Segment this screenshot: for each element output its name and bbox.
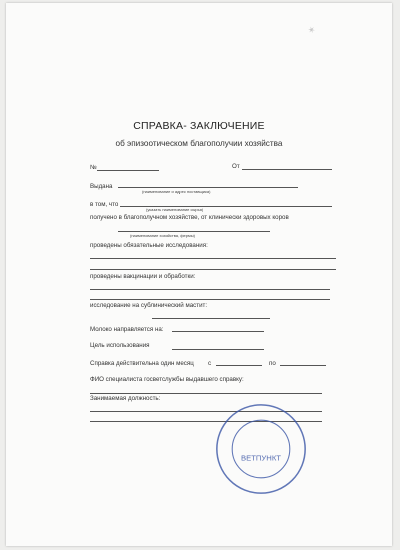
issued-label: Выдана (90, 183, 113, 190)
validity-label: Справка действительна один месяц (90, 360, 194, 367)
studies-line-1 (90, 258, 336, 259)
date-label: От (232, 163, 240, 170)
vaccination-line-2 (90, 299, 330, 300)
issued-line (118, 187, 298, 188)
document-page (6, 3, 392, 546)
in-that-label: в том, что (90, 201, 119, 208)
farm-caption: (наименование хозяйства, фермы) (130, 233, 195, 238)
purpose-label: Цель использования (90, 342, 150, 349)
date-line (242, 169, 332, 170)
issued-caption: (наименование и адрес поставщика) (142, 189, 211, 194)
farm-line (118, 231, 270, 232)
validity-to-label: по (269, 360, 276, 367)
validity-from-label: с (208, 360, 212, 367)
number-label: № (90, 164, 97, 171)
studies-label: проведены обязательные исследования: (90, 242, 208, 249)
document-title: СПРАВКА- ЗАКЛЮЧЕНИЕ (133, 120, 265, 132)
subclinical-label: исследование на сублинический мастит: (90, 302, 208, 309)
vaccination-line-1 (90, 289, 330, 290)
document-subtitle: об эпизоотическом благополучии хозяйства (115, 139, 283, 148)
specialist-line (90, 393, 322, 394)
milk-sent-label: Молоко направляется на: (90, 326, 164, 333)
in-that-caption: (указать наименование сырья) (146, 207, 204, 212)
received-label: получено в благополучном хозяйстве, от клинически здоровых коров (90, 214, 289, 221)
number-line (97, 170, 159, 171)
position-label: Занимаемая должность: (90, 395, 161, 402)
vaccination-label: проведены вакцинации и обработки: (90, 273, 196, 280)
studies-line-2 (90, 269, 336, 270)
scan-smudge: ✶ (306, 24, 317, 37)
validity-from-line (216, 365, 262, 366)
stamp-center: ВЕТПУНКТ (240, 453, 282, 463)
validity-to-line (280, 365, 326, 366)
official-stamp (213, 401, 309, 497)
specialist-label: ФИО специалиста госветслужбы выдавшего справку: (90, 376, 244, 383)
milk-sent-line (172, 331, 264, 332)
purpose-line (172, 349, 264, 350)
subclinical-line (152, 318, 270, 319)
